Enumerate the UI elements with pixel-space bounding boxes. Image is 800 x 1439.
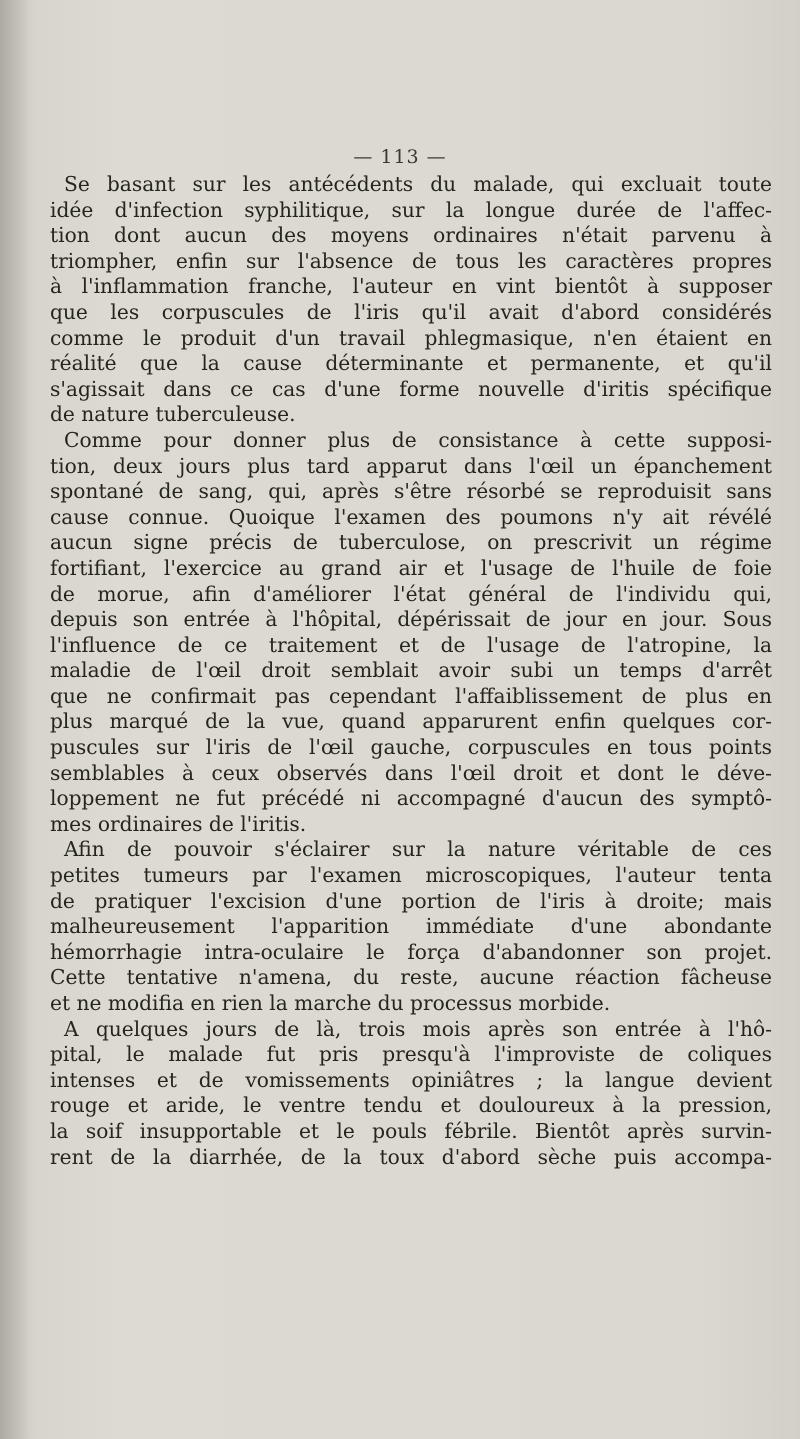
text-line: maladie de l'œil droit semblait avoir subi un temps d'arrêt — [50, 658, 772, 683]
text-line: comme le produit d'un travail phlegmasique, n'en étaient en — [50, 325, 772, 350]
text-line: cause connue. Quoique l'examen des poumons n'y ait révélé — [50, 504, 772, 529]
text-line: depuis son entrée à l'hôpital, dépérissait de jour en jour. Sous — [50, 607, 772, 632]
text-line: Cette tentative n'amena, du reste, aucune réaction fâcheuse — [50, 965, 772, 990]
text-line: Afin de pouvoir s'éclairer sur la nature véritable de ces — [64, 837, 772, 862]
text-line: que ne confirmait pas cependant l'affaiblissement de plus en — [50, 683, 772, 708]
page-number: — 113 — — [353, 146, 447, 168]
text-line: A quelques jours de là, trois mois après son entrée à l'hô- — [64, 1016, 772, 1041]
text-line: à l'inflammation franche, l'auteur en vint bientôt à supposer — [50, 274, 772, 299]
text-line: pital, le malade fut pris presqu'à l'improviste de coliques — [50, 1042, 772, 1067]
text-line: spontané de sang, qui, après s'être résorbé se reproduisit sans — [50, 479, 772, 504]
text-line: de morue, afin d'améliorer l'état général de l'individu qui, — [50, 581, 772, 606]
text-line: semblables à ceux observés dans l'œil droit et dont le déve- — [50, 760, 772, 785]
text-line: de pratiquer l'excision d'une portion de l'iris à droite; mais — [50, 888, 772, 913]
text-line: réalité que la cause déterminante et permanente, et qu'il — [50, 351, 772, 376]
text-line: fortifiant, l'exercice au grand air et l'usage de l'huile de foie — [50, 555, 772, 580]
text-line: petites tumeurs par l'examen microscopiques, l'auteur tenta — [50, 863, 772, 888]
text-line: la soif insupportable et le pouls fébrile. Bientôt après survin- — [50, 1118, 772, 1143]
text-line: plus marqué de la vue, quand apparurent enfin quelques cor- — [50, 709, 772, 734]
text-line: aucun signe précis de tuberculose, on prescrivit un régime — [50, 530, 772, 555]
text-line: Comme pour donner plus de consistance à cette supposi- — [64, 427, 772, 452]
text-line: triompher, enfin sur l'absence de tous les caractères propres — [50, 248, 772, 273]
text-line: que les corpuscules de l'iris qu'il avait d'abord considérés — [50, 299, 772, 324]
text-line: Se basant sur les antécédents du malade, qui excluait toute — [64, 172, 772, 196]
text-line: tion, deux jours plus tard apparut dans l'œil un épanchement — [50, 453, 772, 478]
text-line: idée d'infection syphilitique, sur la longue durée de l'affec- — [50, 197, 772, 222]
text-line: rent de la diarrhée, de la toux d'abord sèche puis accompa- — [50, 1144, 772, 1169]
text-line: et ne modifia en rien la marche du processus morbide. — [50, 991, 611, 1015]
text-line: intenses et de vomissements opiniâtres ; la langue devient — [50, 1067, 772, 1092]
text-line: l'influence de ce traitement et de l'usage de l'atropine, la — [50, 632, 772, 657]
text-line: puscules sur l'iris de l'œil gauche, corpuscules en tous points — [50, 735, 772, 760]
text-line: loppement ne fut précédé ni accompagné d'aucun des symptô- — [50, 786, 772, 811]
text-line: de nature tuberculeuse. — [50, 402, 296, 427]
text-line: s'agissait dans ce cas d'une forme nouvelle d'iritis spécifique — [50, 376, 772, 401]
text-line: hémorrhagie intra-oculaire le força d'abandonner son projet. — [50, 939, 772, 964]
text-line: tion dont aucun des moyens ordinaires n'était parvenu à — [50, 223, 772, 248]
text-line: mes ordinaires de l'iritis. — [50, 811, 307, 836]
text-line: malheureusement l'apparition immédiate d'une abondante — [50, 914, 772, 939]
body-text — [50, 172, 772, 1170]
page-gutter-shadow — [0, 0, 30, 1439]
text-line: rouge et aride, le ventre tendu et douloureux à la pression, — [50, 1093, 772, 1118]
